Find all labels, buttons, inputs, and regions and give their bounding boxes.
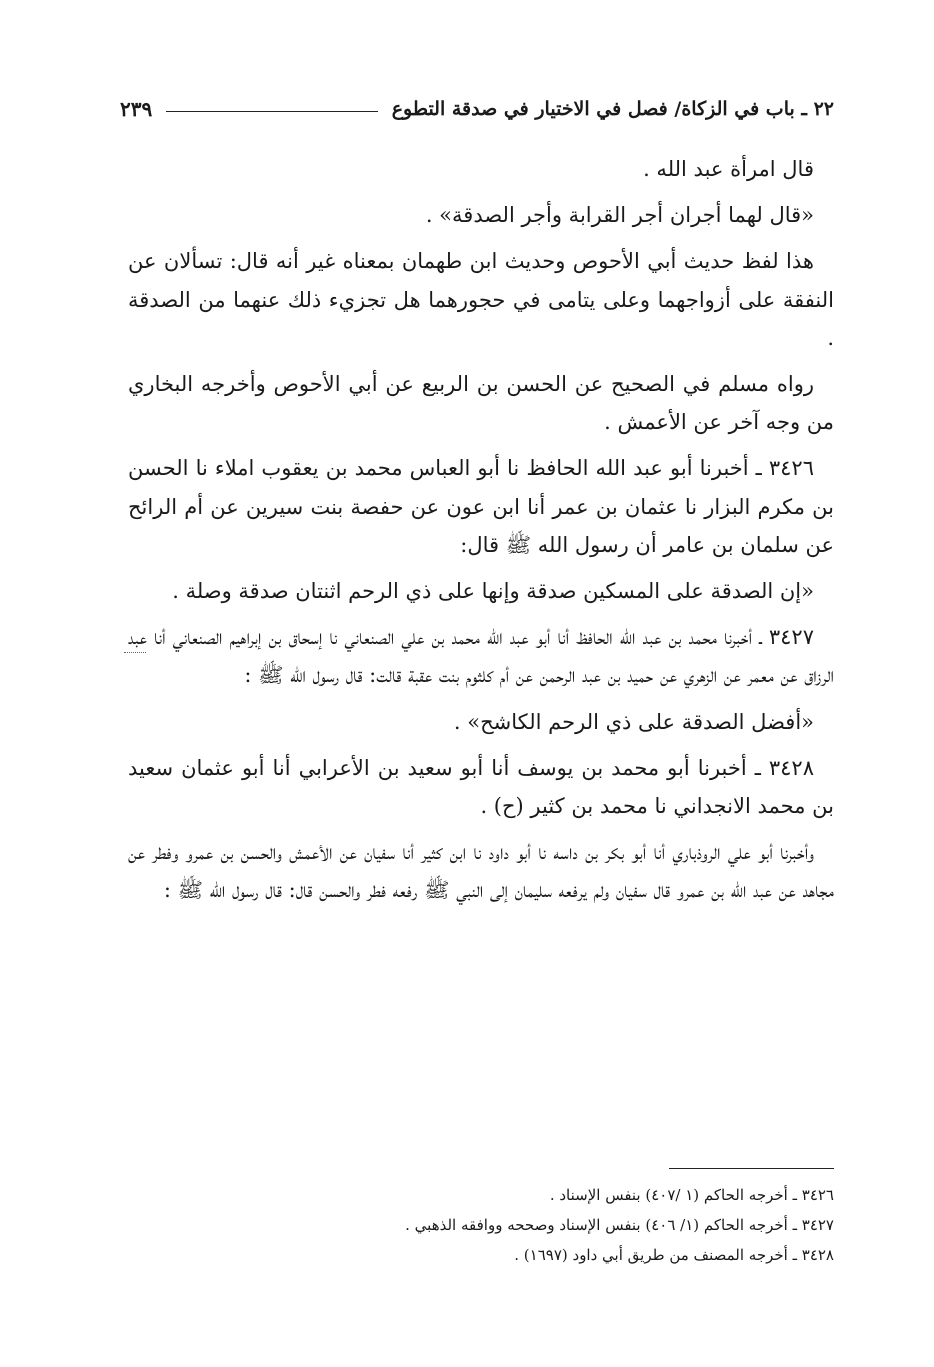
footnote-3426: ٣٤٢٦ ـ أخرجه الحاكم (١ /٤٠٧) بنفس الإسناد . [549, 1186, 834, 1204]
footnote-3427: ٣٤٢٧ ـ أخرجه الحاكم (١/ ٤٠٦) بنفس الإسناد وصححه ووافقه الذهبي . [405, 1216, 834, 1234]
paragraph: هذا لفظ حديث أبي الأحوص وحديث ابن طهمان بمعناه غير أنه قال: تسألان عن النفقة على أزواجهما وعلى يتامى في حجورهما هل تجزيء ذلك عنهما من الصدقة . [128, 249, 834, 350]
footnote-3428: ٣٤٢٨ ـ أخرجه المصنف من طريق أبي داود (١٦٩٧) . [514, 1246, 834, 1264]
hadith-3426: ٣٤٢٦ ـ أخبرنا أبو عبد الله الحافظ نا أبو العباس محمد بن يعقوب املاء نا الحسن بن مكرم البزار نا عثمان بن عمر أنا ابن عون عن حفصة بنت سيرين عن أم الرائح عن سلمان بن عامر أن رسول الله ﷺ قال: [128, 456, 834, 557]
header-rule [166, 111, 377, 112]
paragraph: وأخبرنا أبو علي الروذباري أنا أبو بكر بن داسه نا أبو داود نا ابن كثير أنا سفيان عن الأعمش والحسن بن عمرو وفطر عن مجاهد عن عبد الله بن عمرو قال سفيان ولم يرفعه سليمان إلى النبي ﷺ رفعه فطر والحسن قال: قال رسول الله ﷺ : [128, 840, 834, 903]
hadith-3428: ٣٤٢٨ ـ أخبرنا أبو محمد بن يوسف أنا أبو سعيد بن الأعرابي أنا أبو عثمان سعيد بن محمد الانجداني نا محمد بن كثير (ح) . [128, 755, 834, 819]
hadith-quote: «قال لهما أجران أجر القرابة وأجر الصدقة» . [425, 203, 814, 228]
chapter-title: ٢٢ ـ باب في الزكاة/ فصل في الاختيار في صدقة التطوع [391, 98, 834, 120]
main-text [128, 150, 834, 918]
hadith-quote: «إن الصدقة على المسكين صدقة وإنها على ذي الرحم اثنتان صدقة وصلة . [172, 579, 814, 604]
paragraph: قال امرأة عبد الله . [643, 157, 814, 181]
hadith-quote: «أفضل الصدقة على ذي الرحم الكاشح» . [453, 709, 814, 734]
page-number: ٢٣٩ [120, 97, 153, 121]
margin-mark [124, 652, 146, 656]
footnotes [128, 1180, 834, 1270]
footnote-divider [669, 1168, 834, 1169]
hadith-3427: ٣٤٢٧ ـ أخبرنا محمد بن عبد الله الحافظ أنا أبو عبد الله محمد بن علي الصنعاني نا إسحاق بن إبراهيم الصنعاني أنا عبد الرزاق عن معمر عن الزهري عن حميد بن عبد الرحمن عن أم كلثوم بنت عقبة قالت: قال رسول الله ﷺ : [128, 625, 834, 688]
running-header [120, 92, 834, 126]
paragraph: رواه مسلم في الصحيح عن الحسن بن الربيع عن أبي الأحوص وأخرجه البخاري من وجه آخر عن الأعمش . [128, 372, 834, 435]
